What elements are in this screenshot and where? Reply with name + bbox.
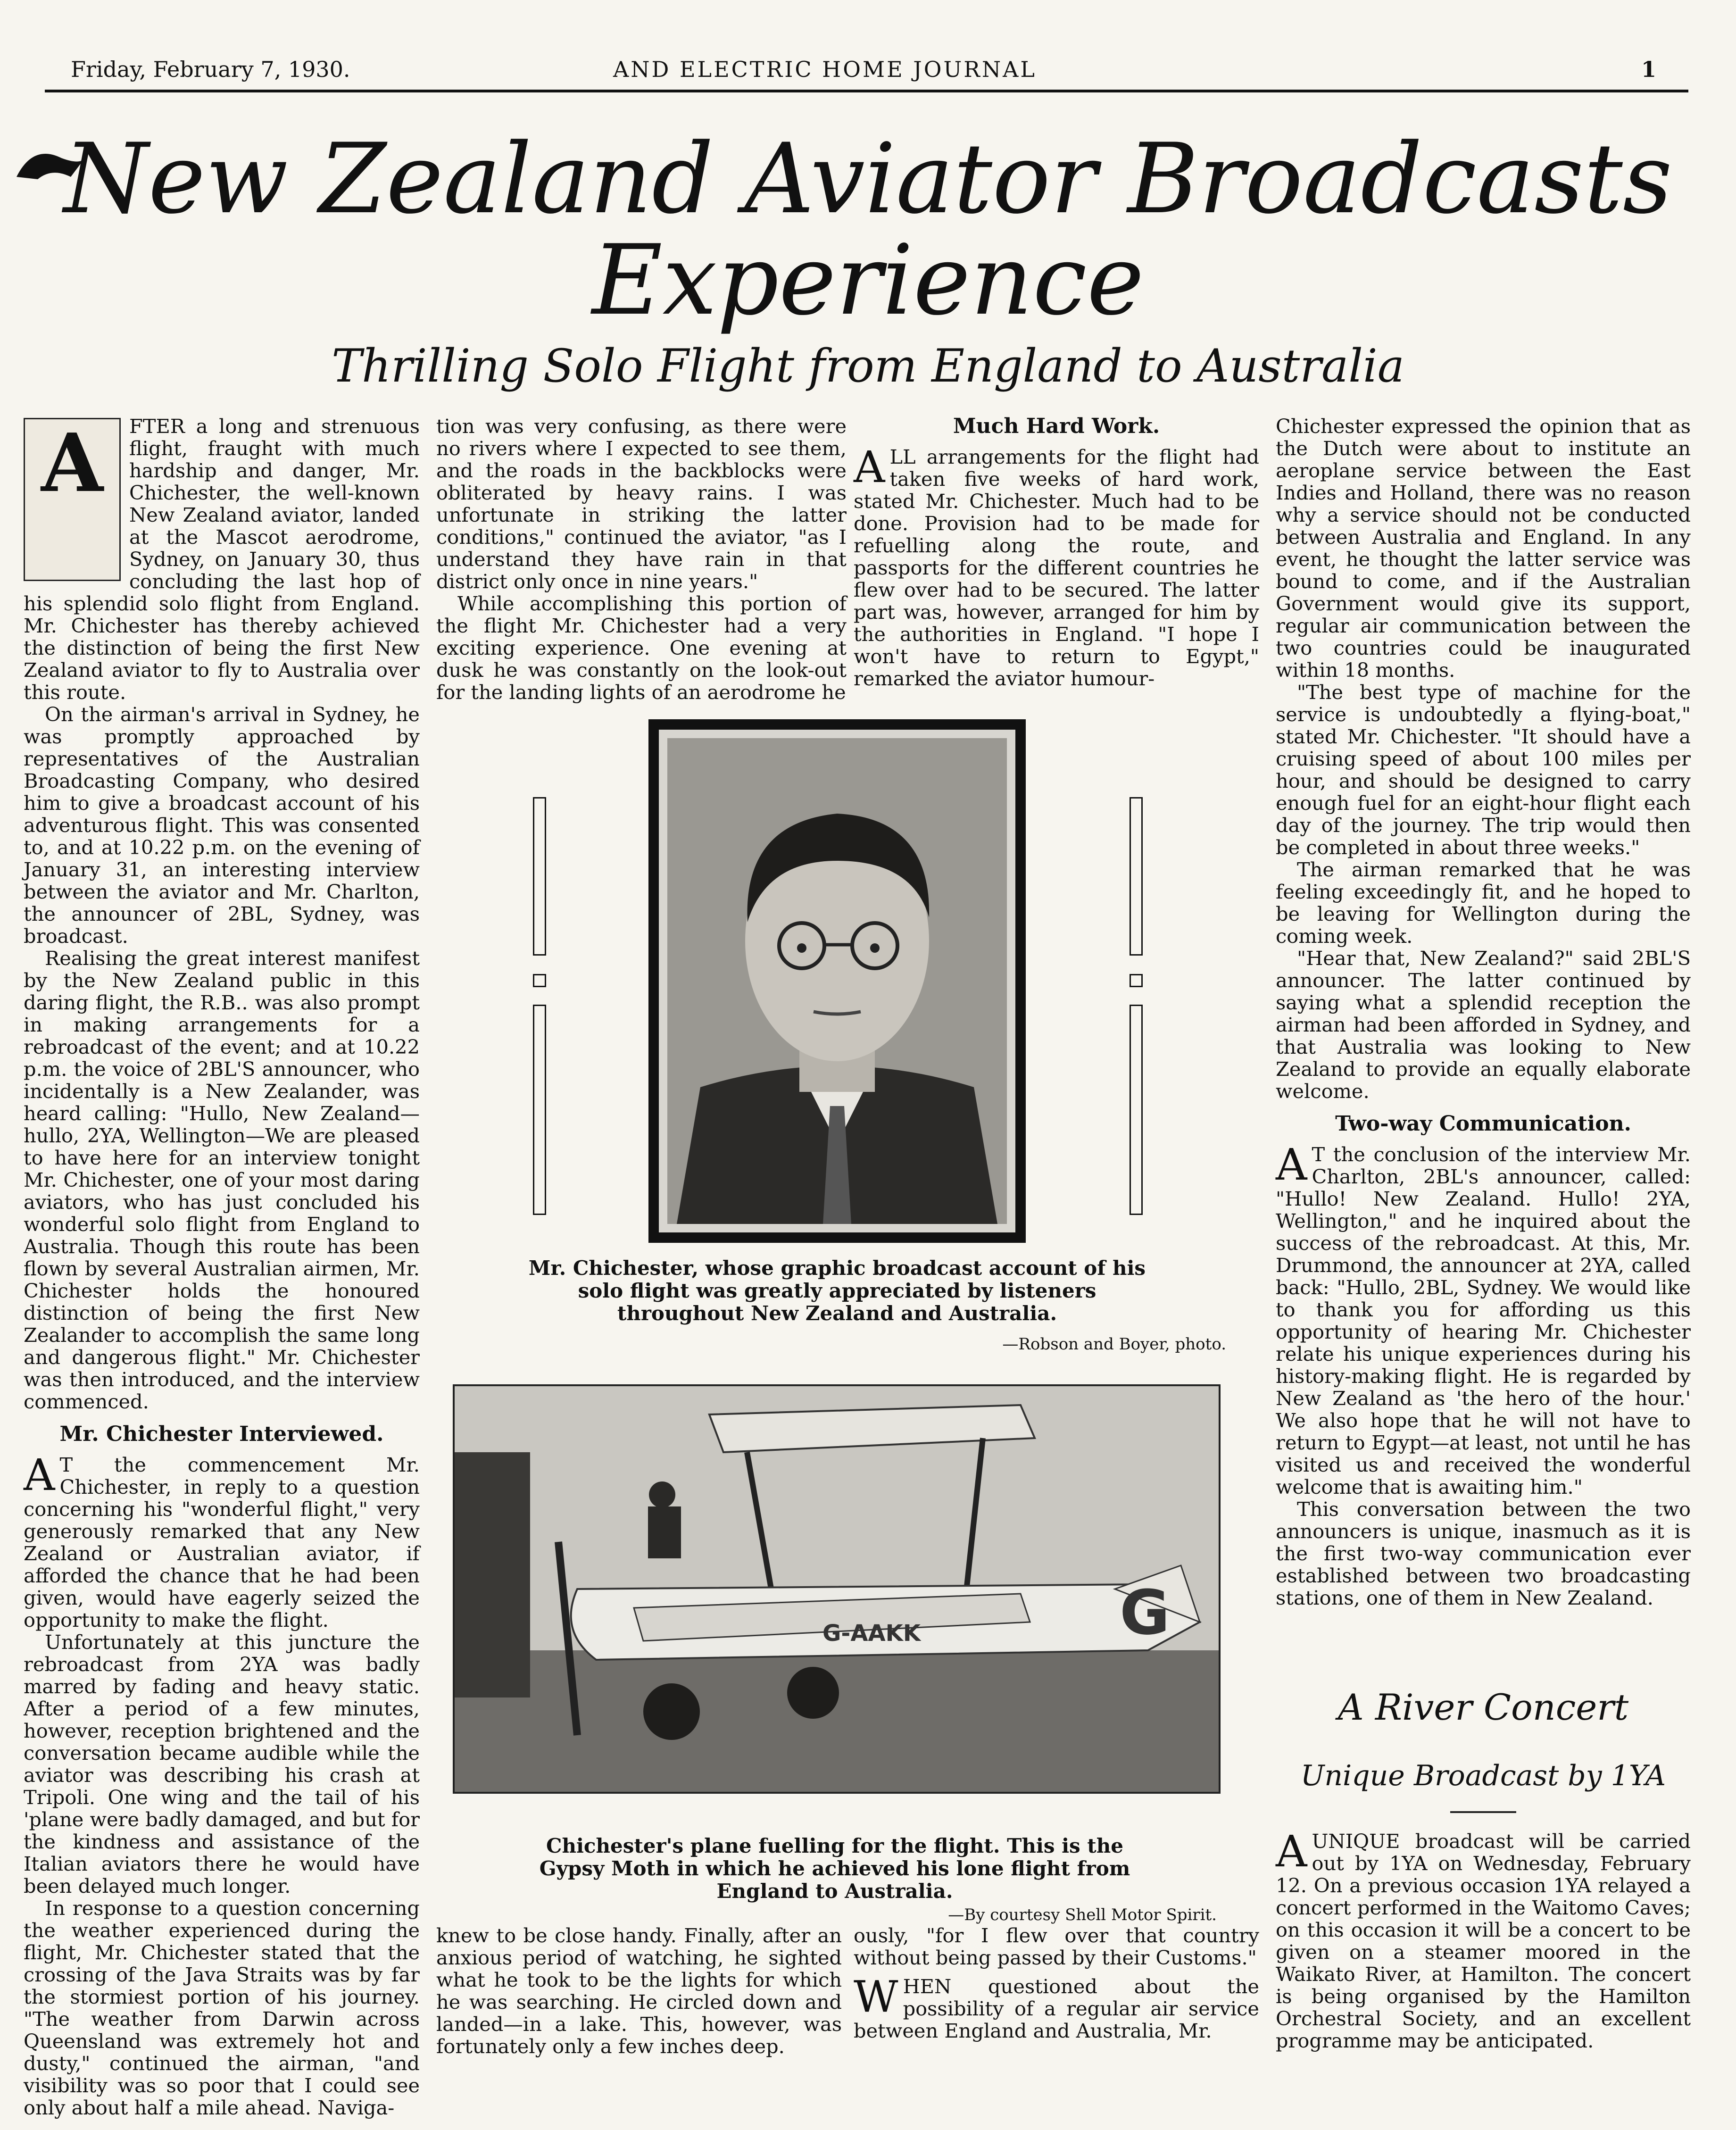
- paragraph: A T the conclusion of the interview Mr. Charlton, 2BL's announcer, called: "Hullo! New Zealand. Hullo! 2YA, Wellington," and he inquired about the success of the rebroadcast. At this, Mr. Drummond, the announcer at 2YA, called back: "Hullo, 2BL, Sydney. We would like to thank you for affording us this opportunity of hearing Mr. Chichester relate his unique experiences during his history-making flight. He is regarded by New Zealand as 'the hero of the hour.' We also hope that he will not have to return to Egypt—at least, not until he has visited us and received the wonderful welcome that is awaiting him.": [1276, 1140, 1691, 1498]
- portrait-image: [648, 719, 1026, 1243]
- paragraph: On the airman's arrival in Sydney, he was promptly approached by representatives of the Australian Broadcasting Company, who desired him to give a broadcast account of his adventurous flight. This was consented to, and at 10.22 p.m. on the evening of January 31, an interesting interview between the aviator and Mr. Charlton, the announcer of 2BL, Sydney, was broadcast.: [24, 703, 420, 948]
- portrait-photo: [648, 719, 1026, 1243]
- paragraph: FTER a long and strenuous flight, fraught with much hardship and danger, Mr. Chichester, the well-known New Zealand aviator, landed at the Mascot aerodrome, Sydney, on January 30, thus concluding the last hop of his splendid solo flight from England. Mr. Chichester has thereby achieved the distinction of being the first New Zealand aviator to fly to Australia over this route.: [24, 415, 420, 704]
- paragraph: Realising the great interest manifest by the New Zealand public in this daring flight, the R.B.. was also prompt in making arrangements for a rebroadcast of the event; and at 10.22 p.m. the voice of 2BL'S announcer, who incidentally is a New Zealander, was heard calling: "Hullo, New Zealand—hullo, 2YA, Wellington—We are pleased to have here for an interview tonight Mr. Chichester, one of your most daring aviators, who has just concluded his wonderful solo flight from England to Australia. Though this route has been flown by several Australian airmen, Mr. Chichester holds the honoured distinction of being the first New Zealander to accomplish the same long and dangerous flight." Mr. Chichester was then introduced, and the interview commenced.: [24, 947, 420, 1413]
- paragraph: "The best type of machine for the service is undoubtedly a flying-boat," stated Mr. Chichester. "It should have a cruising speed of about 100 miles per hour, and should be designed to carry enough fuel for an eight-hour flight each day of the journey. The trip would then be completed in about three weeks.": [1276, 681, 1691, 859]
- paragraph: The airman remarked that he was feeling exceedingly fit, and he hoped to be leaving for Wellington during the coming week.: [1276, 858, 1691, 948]
- section-heading: Much Hard Work.: [953, 414, 1160, 438]
- concert-article: [1276, 1826, 1691, 2052]
- frame-ornament: [1130, 974, 1143, 987]
- portrait-caption: Mr. Chichester, whose graphic broadcast account of his solo flight was greatly appreciated by listeners throughout New Zealand and Australia.: [528, 1256, 1146, 1325]
- paragraph: Chichester expressed the opinion that as the Dutch were about to institute an aeroplane service between the East Indies and Holland, there was no reason why a service should not be conducted between Australia and England. In any event, he thought the latter service was bound to come, and if the Australian Government would give its support, regular air communication between the two countries could be inaugurated within 18 months.: [1276, 415, 1691, 682]
- headline-line1: New Zealand Aviator Broadcasts: [63, 123, 1673, 235]
- plane-caption: Chichester's plane fuelling for the flight. This is the Gypsy Moth in which he achieved his lone flight from England to Australia.: [539, 1834, 1130, 1903]
- column-1: [24, 415, 420, 2119]
- paragraph: "Hear that, New Zealand?" said 2BL'S announcer. The latter continued by saying what a splendid reception the airman had been afforded in Sydney, and that Australia was looking to New Zealand to provide an equally elaborate welcome.: [1276, 947, 1691, 1103]
- paragraph: WHEN questioned about the possibility of a regular air service between England and Australia, Mr.: [854, 1972, 1259, 2042]
- paragraph: ALL arrangements for the flight had taken five weeks of hard work, stated Mr. Chichester. Much had to be done. Provision had to be made for refuelling along the route, and passports for the different countries he flew over had to be secured. The latter part was, however, arranged for him by the authorities in England. "I hope I won't have to return to Egypt," remarked the aviator humour-: [854, 442, 1259, 690]
- ornamental-initial: A: [24, 418, 121, 581]
- frame-ornament: [1130, 1005, 1143, 1215]
- paragraph: A T the commencement Mr. Chichester, in reply to a question concerning his "wonderful flight," very generously remarked that any New Zealand or Australian aviator, if afforded the chance that he had been given, would have eagerly seized the opportunity to make the flight.: [24, 1450, 420, 1631]
- frame-ornament: [533, 974, 546, 987]
- plane-image: [455, 1386, 1219, 1792]
- concert-title: A River Concert: [1337, 1686, 1629, 1728]
- paragraph: This conversation between the two announcers is unique, inasmuch as it is the first two-way communication ever established between two broadcasting stations, one of them in New Zealand.: [1276, 1498, 1691, 1609]
- plane-credit: —By courtesy Shell Motor Spirit.: [948, 1905, 1217, 1924]
- paragraph: In response to a question concerning the weather experienced during the flight, Mr. Chichester stated that the crossing of the Java Straits was by far the stormiest portion of his journey. "The weather from Darwin across Queensland was extremely hot and dusty," continued the airman, "and visibility was so poor that I could see only about half a mile ahead. Naviga-: [24, 1897, 420, 2119]
- column-2-top: [436, 415, 847, 703]
- paragraph: AUNIQUE broadcast will be carried out by 1YA on Wednesday, February 12. On a previous occasion 1YA relayed a concert performed in the Waitomo Caves; on this occasion it will be a concert to be given on a steamer moored in the Waikato River, at Hamilton. The concert is being organised by the Hamilton Orchestral Society, and an excellent programme may be anticipated.: [1276, 1826, 1691, 2052]
- section-heading: Two-way Communication.: [1335, 1112, 1631, 1136]
- subheadline: Thrilling Solo Flight from England to Australia: [332, 340, 1404, 392]
- section-heading: Mr. Chichester Interviewed.: [59, 1422, 384, 1446]
- divider: [1450, 1811, 1516, 1813]
- paragraph: tion was very confusing, as there were no rivers where I expected to see them, and the roads in the backblocks were obliterated by heavy rains. I was unfortunate in striking the latter conditions," continued the aviator, "as I understand they have rain in that district only once in nine years.": [436, 415, 847, 593]
- header-rule: [45, 90, 1688, 92]
- paragraph: knew to be close handy. Finally, after an anxious period of watching, he sighted what he took to be the lights for which he was searching. He circled down and landed—in a lake. This, however, was fortunately only a few inches deep.: [436, 1924, 842, 2058]
- portrait-credit: —Robson and Boyer, photo.: [1002, 1335, 1226, 1354]
- frame-ornament: [533, 797, 546, 956]
- headline-line2: Experience: [592, 225, 1144, 337]
- frame-ornament: [533, 1005, 546, 1215]
- concert-subtitle: Unique Broadcast by 1YA: [1300, 1759, 1666, 1792]
- column-2-bottom: [436, 1924, 842, 2057]
- header-date: Friday, February 7, 1930.: [71, 57, 350, 82]
- paragraph: Unfortunately at this juncture the rebroadcast from 2YA was badly marred by fading and heavy static. After a period of a few minutes, however, reception brightened and the conversation became audible while the aviator was describing his crash at Tripoli. One wing and the tail of his 'plane were badly damaged, and but for the kindness and assistance of the Italian aviators there he would have been delayed much longer.: [24, 1631, 420, 1897]
- column-3-top: [854, 415, 1259, 690]
- paragraph: While accomplishing this portion of the flight Mr. Chichester had a very exciting experience. One evening at dusk he was constantly on the look-out for the landing lights of an aerodrome he: [436, 592, 847, 704]
- paragraph: ously, "for I flew over that country without being passed by their Customs.": [854, 1924, 1259, 1969]
- plane-photo: [453, 1384, 1221, 1794]
- page-number: 1: [1641, 57, 1657, 82]
- plane-registration: G-AAKK: [822, 1620, 921, 1647]
- frame-ornament: [1130, 797, 1143, 956]
- column-4: [1276, 415, 1691, 1609]
- header-journal: AND ELECTRIC HOME JOURNAL: [613, 57, 1037, 82]
- column-3-bottom: [854, 1924, 1259, 2042]
- plane-tail-letter: G: [1120, 1577, 1170, 1648]
